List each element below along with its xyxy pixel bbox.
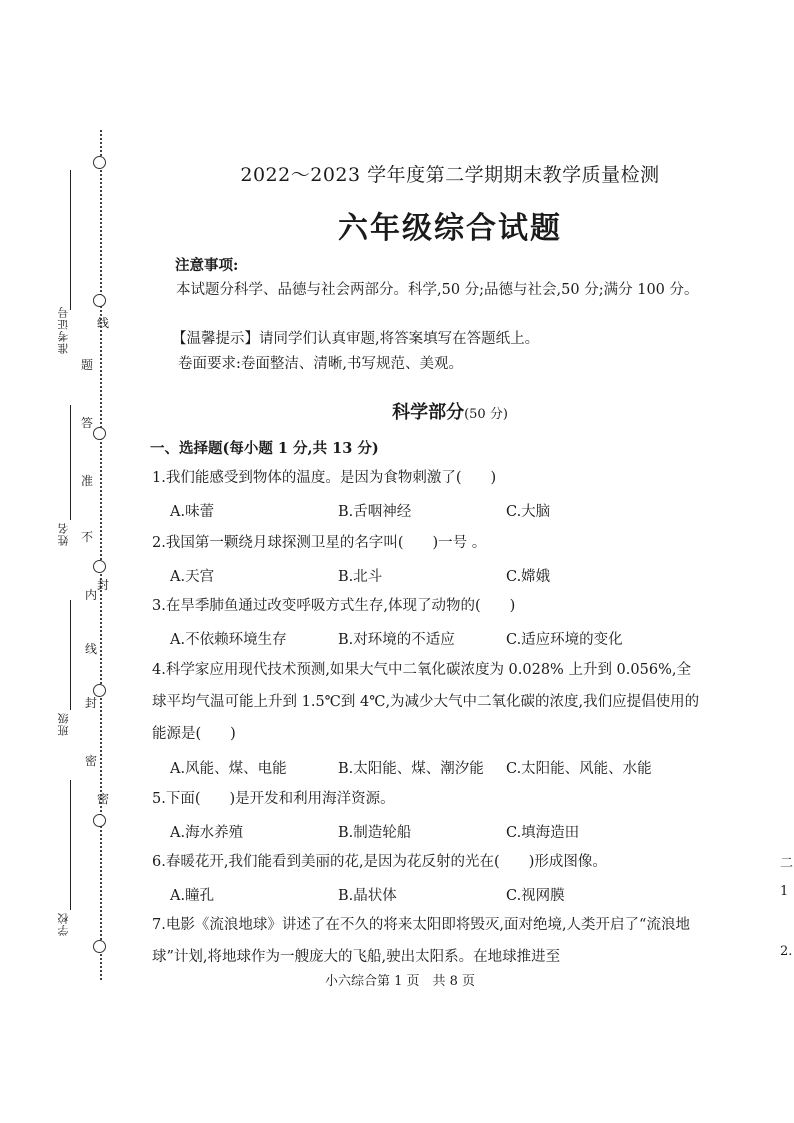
edge-mark: 二	[780, 856, 794, 871]
option-a: A.不依赖环境生存	[170, 632, 287, 648]
question-stem: 2.我国第一颗绕月球探测卫星的名字叫( )一号 。	[152, 535, 487, 551]
option-c: C.太阳能、风能、水能	[506, 761, 652, 777]
fill-line	[70, 600, 71, 710]
notice-tip: 【温馨提示】请同学们认真审题,将答案填写在答题纸上。	[172, 331, 540, 347]
fill-line	[70, 405, 71, 520]
binding-char: 准	[80, 474, 93, 488]
question-options	[170, 628, 690, 652]
question-stem: 4.科学家应用现代技术预测,如果大气中二氧化碳浓度为 0.028% 上升到 0.056%,全球平均气温可能上升到 1.5℃到 4℃,为减少大气中二氧化碳的浓度,我们应提倡使用的能源是( )	[152, 662, 700, 742]
binding-hole-icon	[93, 560, 106, 573]
option-b: B.舌咽神经	[338, 504, 412, 520]
question-stem: 1.我们能感受到物体的温度。是因为食物刺激了( )	[152, 470, 497, 486]
option-b: B.晶状体	[338, 888, 397, 904]
binding-hole-icon	[93, 940, 106, 953]
binding-hole-icon	[93, 156, 106, 169]
binding-hole-icon	[93, 814, 106, 827]
question-options	[170, 821, 690, 845]
notice-heading: 注意事项:	[175, 257, 239, 274]
binding-char: 线	[84, 642, 97, 656]
binding-hole-icon	[93, 427, 106, 440]
label-class: 班级	[57, 712, 70, 736]
binding-char: 线	[96, 316, 109, 330]
option-c: C.大脑	[506, 504, 551, 520]
option-b: B.制造轮船	[338, 825, 412, 841]
option-a: A.味蕾	[170, 504, 215, 520]
section-score: (50 分)	[464, 407, 508, 422]
binding-char: 封	[84, 696, 97, 710]
binding-dotted-line	[100, 130, 102, 980]
option-c: C.填海造田	[506, 825, 580, 841]
main-title: 六年级综合试题	[338, 211, 562, 246]
binding-margin	[0, 0, 140, 1123]
label-name: 姓名	[57, 522, 70, 546]
part-title: 一、选择题(每小题 1 分,共 13 分)	[150, 440, 379, 457]
notice-line: 本试题分科学、品德与社会两部分。科学,50 分;品德与社会,50 分;满分 100 分。	[176, 282, 699, 298]
section-title	[320, 398, 580, 424]
binding-char: 不	[80, 530, 93, 544]
fill-line	[70, 780, 71, 910]
label-exam-number: 准考证号	[57, 306, 70, 354]
exam-title: 2022～2023 学年度第二学期期末教学质量检测	[240, 164, 660, 186]
binding-char: 封	[96, 578, 109, 592]
binding-hole-icon	[93, 294, 106, 307]
option-b: B.北斗	[338, 569, 383, 585]
option-b: B.太阳能、煤、潮汐能	[338, 761, 484, 777]
page-footer: 小六综合第 1 页 共 8 页	[324, 974, 476, 989]
option-a: A.海水养殖	[170, 825, 244, 841]
question-options	[170, 565, 690, 589]
section-name: 科学部分	[392, 402, 465, 423]
option-b: B.对环境的不适应	[338, 632, 455, 648]
option-c: C.视网膜	[506, 888, 565, 904]
option-c: C.嫦娥	[506, 569, 551, 585]
label-school: 学校	[57, 912, 70, 936]
option-a: A.天宫	[170, 569, 215, 585]
binding-char: 密	[96, 792, 109, 806]
edge-mark: 2.	[780, 944, 793, 959]
binding-char: 密	[84, 754, 97, 768]
fill-line	[70, 170, 71, 310]
question-options	[170, 884, 690, 908]
option-c: C.适应环境的变化	[506, 632, 623, 648]
question-options	[170, 757, 690, 781]
binding-char: 题	[80, 358, 93, 372]
question-stem: 5.下面( )是开发和利用海洋资源。	[152, 791, 395, 807]
binding-char: 内	[84, 588, 97, 602]
binding-char: 答	[80, 416, 93, 430]
notice-line: 卷面要求:卷面整洁、清晰,书写规范、美观。	[178, 356, 463, 372]
edge-mark: 1	[780, 884, 789, 899]
question-stem: 7.电影《流浪地球》讲述了在不久的将来太阳即将毁灭,面对绝境,人类开启了“流浪地球”计划,将地球作为一艘庞大的飞船,驶出太阳系。在地球推进至	[152, 917, 690, 965]
question-stem: 3.在旱季肺鱼通过改变呼吸方式生存,体现了动物的( )	[152, 598, 516, 614]
option-a: A.瞳孔	[170, 888, 215, 904]
option-a: A.风能、煤、电能	[170, 761, 287, 777]
question-options	[170, 500, 690, 524]
question-stem: 6.春暖花开,我们能看到美丽的花,是因为花反射的光在( )形成图像。	[152, 854, 607, 870]
